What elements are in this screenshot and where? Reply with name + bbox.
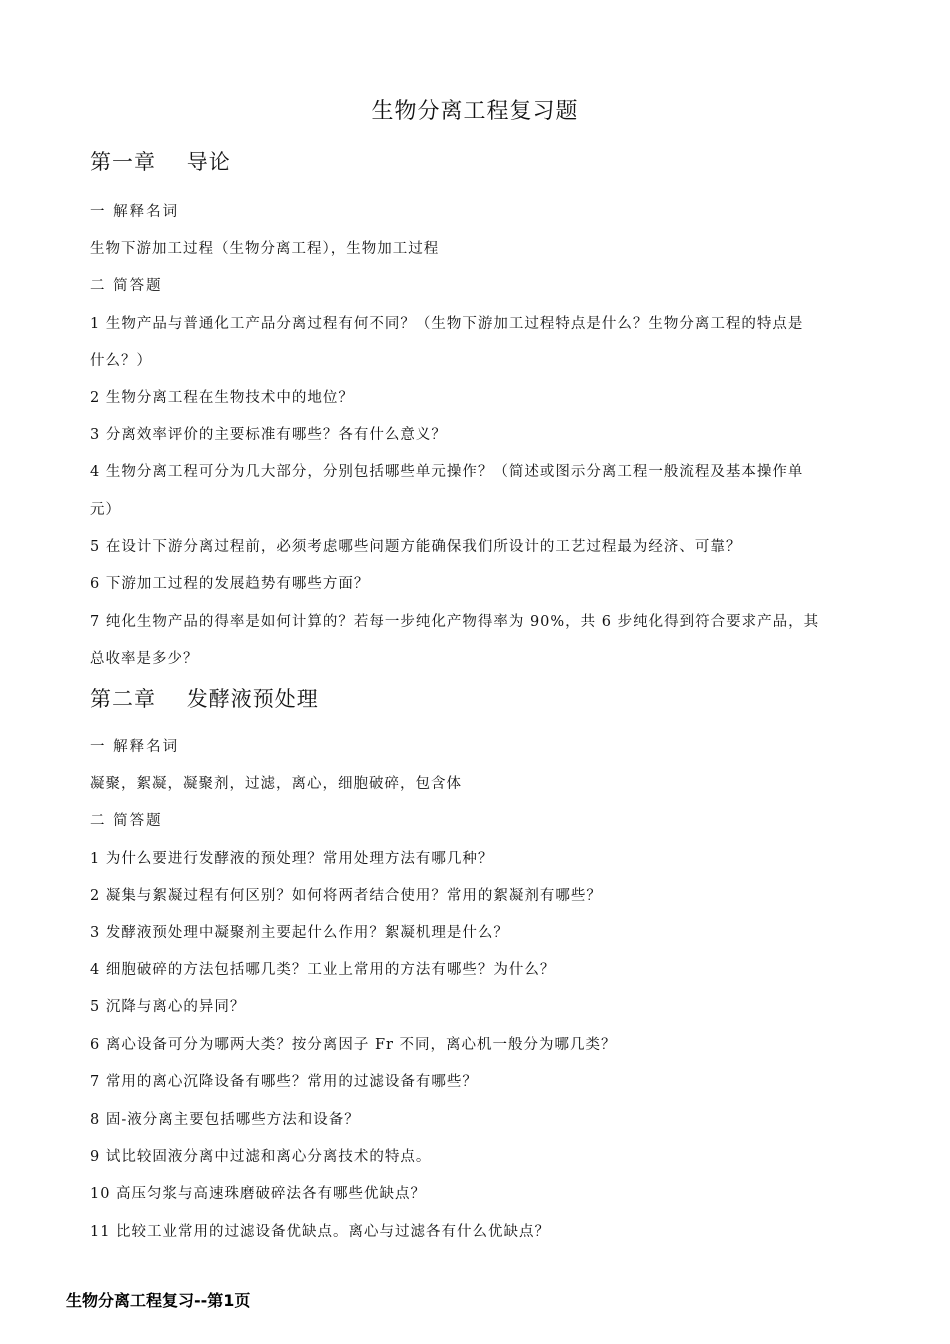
- chapter-2-question-2: 2 凝集与絮凝过程有何区别？如何将两者结合使用？常用的絮凝剂有哪些？: [90, 888, 602, 904]
- chapter-1-section-terms: 一 解释名词: [90, 204, 180, 220]
- chapter-1-question-1-line-2: 什么？）: [90, 353, 152, 369]
- chapter-1-question-3: 3 分离效率评价的主要标准有哪些？各有什么意义？: [90, 427, 447, 443]
- page-footer: 生物分离工程复习--第1页: [66, 1291, 251, 1310]
- chapter-2-question-6: 6 离心设备可分为哪两大类？按分离因子 Fr 不同，离心机一般分为哪几类？: [90, 1037, 617, 1053]
- chapter-1-question-7-line-2: 总收率是多少？: [90, 651, 199, 667]
- chapter-2-heading: 第二章 发酵液预处理: [90, 687, 319, 711]
- chapter-2-question-1: 1 为什么要进行发酵液的预处理？常用处理方法有哪几种？: [90, 851, 494, 867]
- chapter-2-question-8: 8 固-液分离主要包括哪些方法和设备？: [90, 1112, 360, 1128]
- chapter-2-question-9: 9 试比较固液分离中过滤和离心分离技术的特点。: [90, 1149, 432, 1165]
- chapter-1-question-4-line-2: 元）: [90, 502, 121, 518]
- chapter-1-question-6: 6 下游加工过程的发展趋势有哪些方面？: [90, 576, 370, 592]
- page-title: 生物分离工程复习题: [371, 99, 579, 124]
- chapter-2-question-3: 3 发酵液预处理中凝聚剂主要起什么作用？絮凝机理是什么？: [90, 925, 509, 941]
- chapter-2-section-questions: 二 简答题: [90, 813, 163, 829]
- chapter-1-section-questions: 二 简答题: [90, 278, 163, 294]
- chapter-1-question-2: 2 生物分离工程在生物技术中的地位？: [90, 390, 354, 406]
- chapter-2-question-5: 5 沉降与离心的异同？: [90, 999, 246, 1015]
- chapter-1-terms: 生物下游加工过程（生物分离工程），生物加工过程: [90, 241, 440, 257]
- chapter-1-question-7-line-1: 7 纯化生物产品的得率是如何计算的？若每一步纯化产物得率为 90%，共 6 步纯化得到符合要求产品，其: [90, 614, 820, 630]
- chapter-2-section-terms: 一 解释名词: [90, 739, 180, 755]
- chapter-1-heading: 第一章 导论: [90, 150, 231, 174]
- chapter-2-terms: 凝聚，絮凝，凝聚剂，过滤，离心，细胞破碎，包含体: [90, 776, 462, 792]
- chapter-1-question-4-line-1: 4 生物分离工程可分为几大部分，分别包括哪些单元操作？（简述或图示分离工程一般流程及基本操作单: [90, 464, 804, 480]
- chapter-2-question-7: 7 常用的离心沉降设备有哪些？常用的过滤设备有哪些？: [90, 1074, 478, 1090]
- chapter-2-question-10: 10 高压匀浆与高速珠磨破碎法各有哪些优缺点？: [90, 1186, 427, 1202]
- chapter-1-question-1-line-1: 1 生物产品与普通化工产品分离过程有何不同？（生物下游加工过程特点是什么？生物分离工程的特点是: [90, 316, 804, 332]
- chapter-2-question-4: 4 细胞破碎的方法包括哪几类？工业上常用的方法有哪些？为什么？: [90, 962, 556, 978]
- chapter-1-question-5: 5 在设计下游分离过程前，必须考虑哪些问题方能确保我们所设计的工艺过程最为经济、可靠？: [90, 539, 742, 555]
- chapter-2-question-11: 11 比较工业常用的过滤设备优缺点。离心与过滤各有什么优缺点？: [90, 1224, 551, 1240]
